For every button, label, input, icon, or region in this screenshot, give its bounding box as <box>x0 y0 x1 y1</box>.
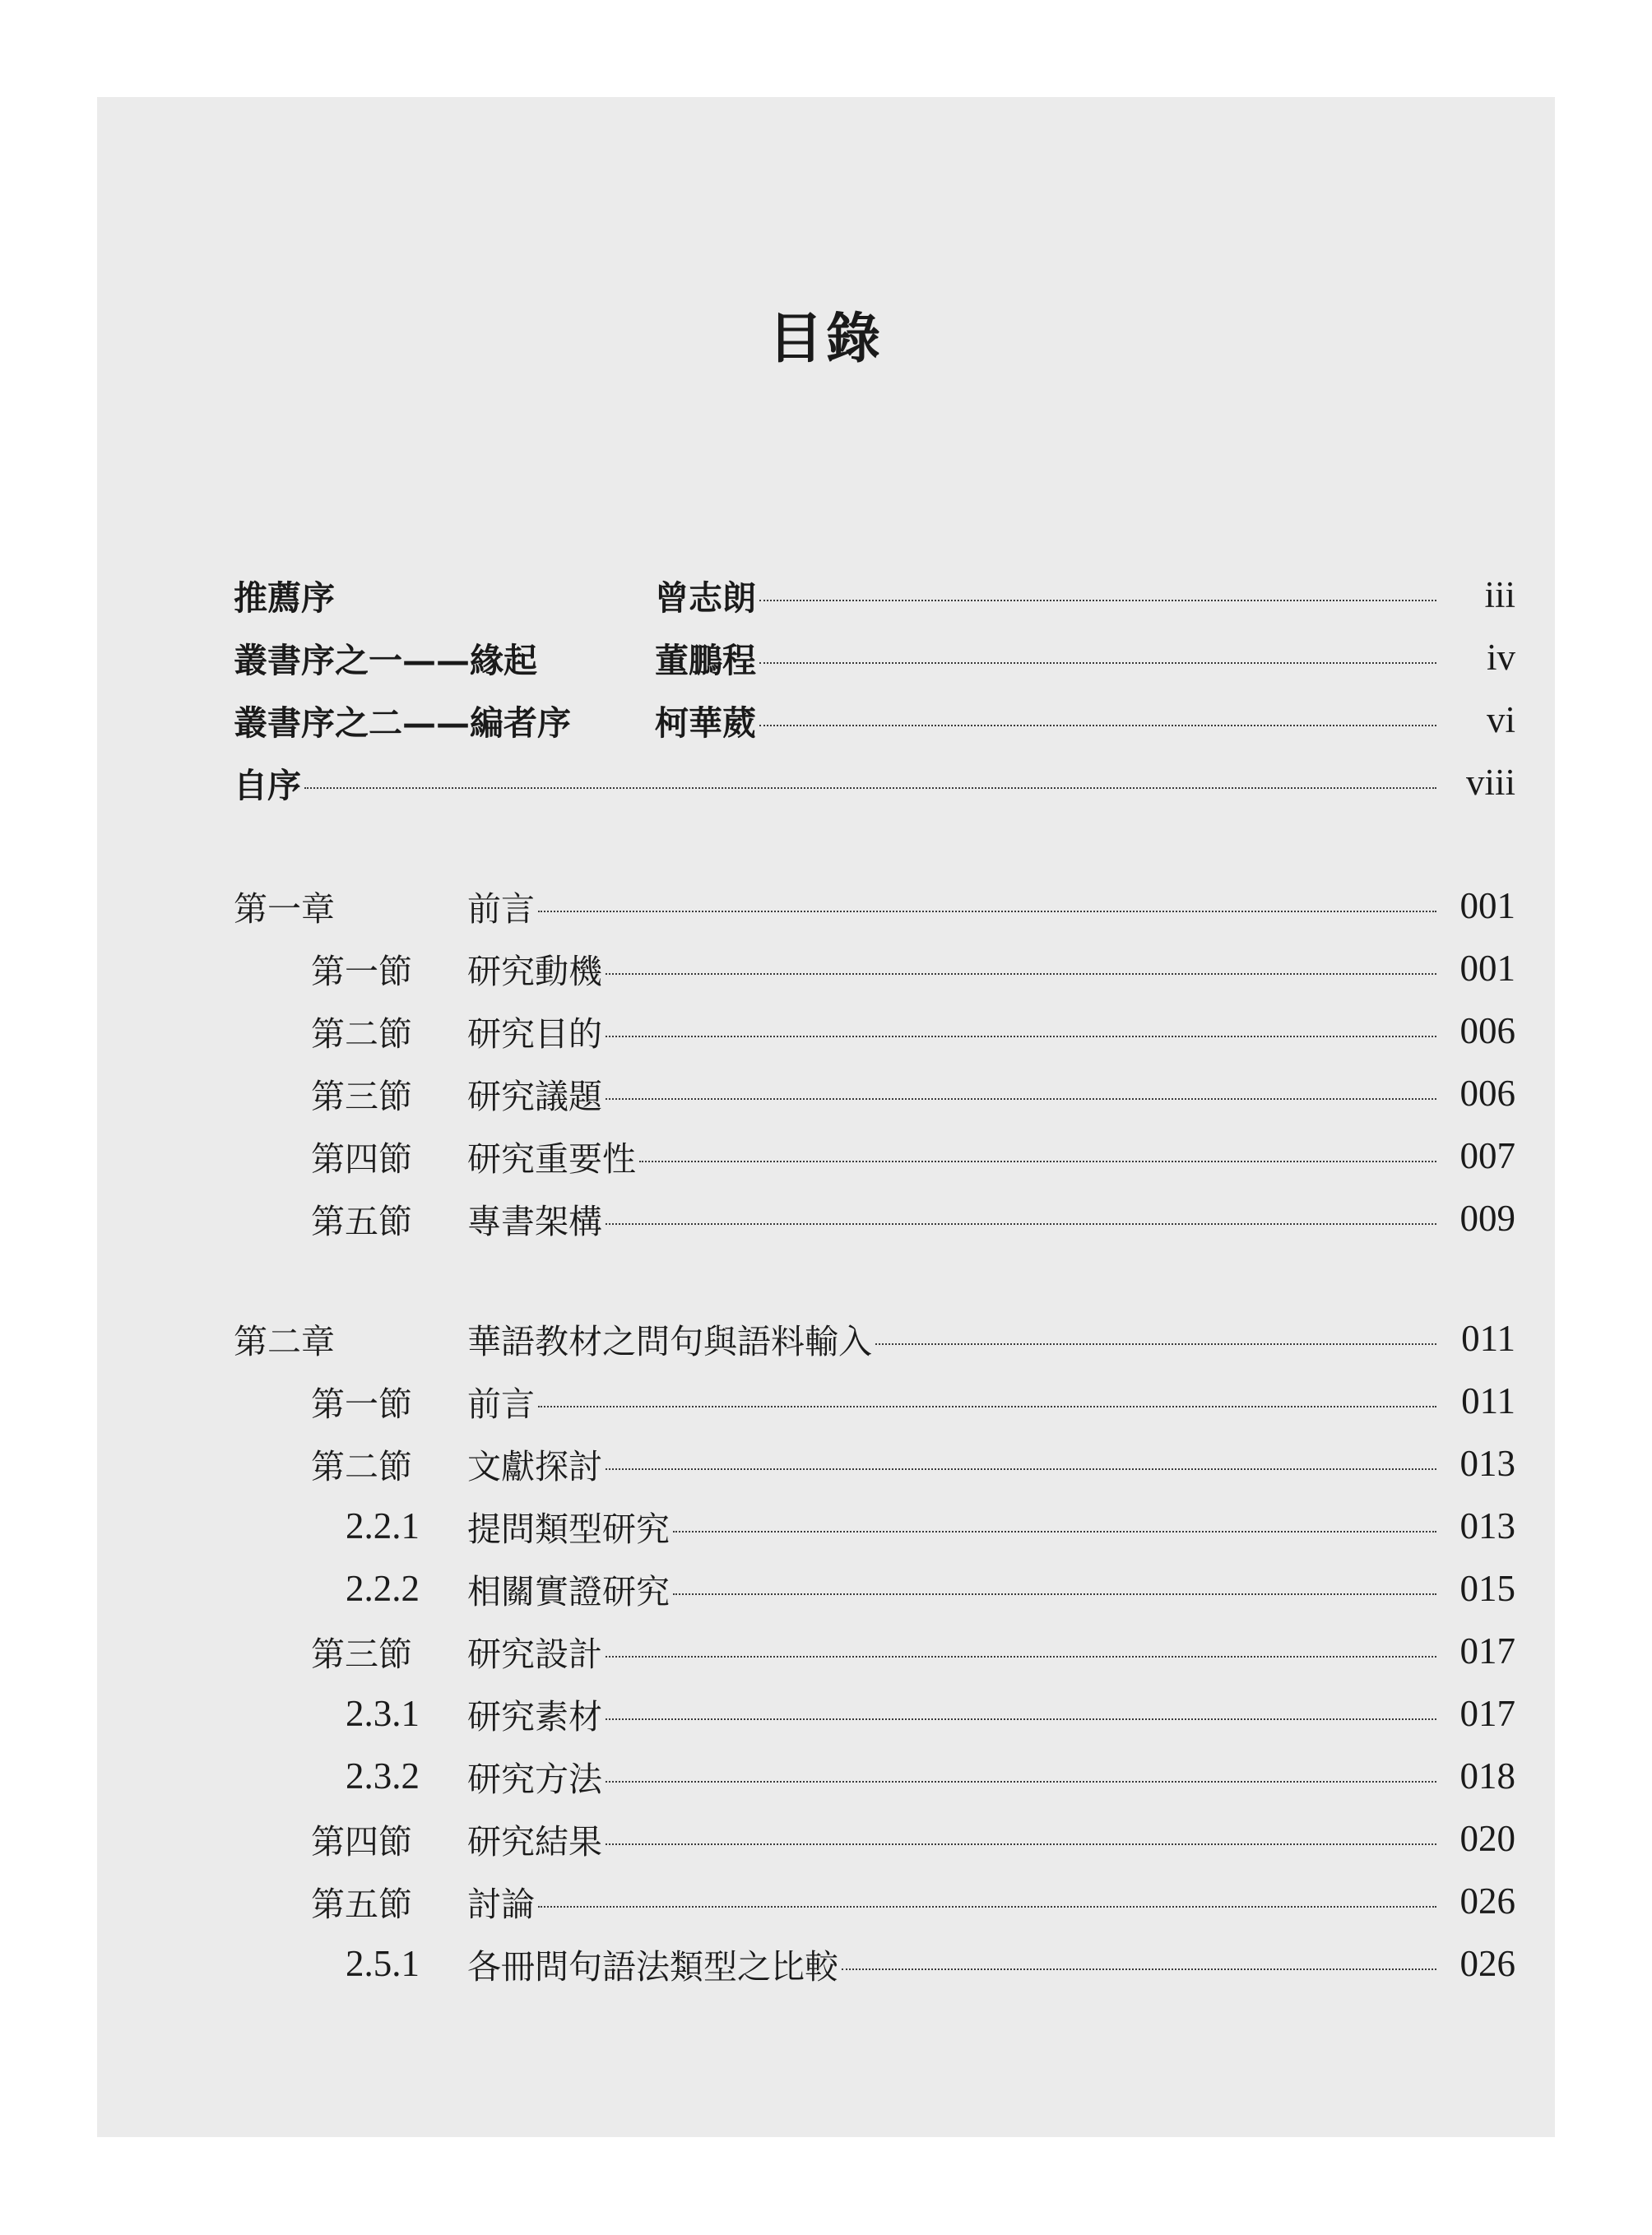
chapter-title: 前言 <box>467 888 535 929</box>
entry-page: 011 <box>1461 1318 1515 1359</box>
toc-subsection[interactable] <box>234 1932 1515 1995</box>
leader-dots <box>538 1406 1436 1407</box>
toc-subsection[interactable] <box>234 1557 1515 1620</box>
section-title: 文獻探討 <box>467 1446 602 1486</box>
chapter-label: 第二章 <box>234 1321 335 1361</box>
leader-dots <box>606 1098 1436 1100</box>
subsection-title: 研究方法 <box>467 1759 602 1799</box>
entry-page: viii <box>1465 762 1515 803</box>
leader-dots <box>606 1843 1436 1845</box>
entry-page: 017 <box>1459 1693 1515 1734</box>
leader-dots <box>606 973 1436 975</box>
section-title: 研究重要性 <box>467 1138 636 1179</box>
leader-dots <box>875 1343 1436 1345</box>
toc-entry-front-1[interactable] <box>234 563 1515 626</box>
subsection-number: 2.2.1 <box>346 1505 420 1546</box>
section-label: 第一節 <box>311 1384 412 1424</box>
section-title: 研究目的 <box>467 1013 602 1054</box>
subsection-number: 2.5.1 <box>346 1943 420 1984</box>
entry-author: 董鵬程 <box>655 640 756 680</box>
entry-author: 柯華葳 <box>655 702 756 743</box>
toc-section[interactable] <box>234 1870 1515 1932</box>
toc-section[interactable] <box>234 1124 1515 1187</box>
entry-page: 026 <box>1459 1880 1515 1922</box>
entry-page: iii <box>1484 574 1515 615</box>
subsection-title: 各冊問句語法類型之比較 <box>467 1946 838 1987</box>
entry-page: vi <box>1486 699 1515 740</box>
entry-page: 011 <box>1461 1380 1515 1421</box>
section-label: 第二節 <box>311 1013 412 1054</box>
leader-dots <box>673 1531 1436 1533</box>
leader-dots <box>606 1656 1436 1658</box>
leader-dots <box>639 1161 1436 1162</box>
entry-page: 007 <box>1459 1135 1515 1176</box>
section-label: 第三節 <box>311 1076 412 1116</box>
entry-label: 自序 <box>234 765 301 805</box>
toc-chapter-2[interactable] <box>234 1307 1515 1370</box>
toc-section[interactable] <box>234 1620 1515 1682</box>
toc-section[interactable] <box>234 1062 1515 1124</box>
entry-page: 026 <box>1459 1943 1515 1984</box>
section-title: 研究結果 <box>467 1821 602 1862</box>
leader-dots <box>673 1593 1436 1595</box>
section-label: 第五節 <box>311 1201 412 1241</box>
chapter-title: 華語教材之問句與語料輸入 <box>467 1321 872 1361</box>
section-title: 研究議題 <box>467 1076 602 1116</box>
toc-section[interactable] <box>234 1432 1515 1495</box>
book-page <box>97 97 1555 2137</box>
section-title: 研究設計 <box>467 1634 602 1674</box>
toc-section[interactable] <box>234 1370 1515 1432</box>
section-label: 第一節 <box>311 951 412 991</box>
entry-page: 006 <box>1459 1010 1515 1051</box>
section-label: 第四節 <box>311 1821 412 1862</box>
entry-label: 叢書序之一——緣起 <box>234 640 537 680</box>
entry-page: 017 <box>1459 1630 1515 1672</box>
entry-page: 015 <box>1459 1568 1515 1609</box>
toc-title: 目錄 <box>768 306 884 370</box>
leader-dots <box>606 1036 1436 1037</box>
subsection-number: 2.3.2 <box>346 1755 420 1797</box>
subsection-number: 2.3.1 <box>346 1693 420 1734</box>
entry-label: 叢書序之二——編者序 <box>234 702 571 743</box>
leader-dots <box>759 600 1436 601</box>
leader-dots <box>538 911 1436 912</box>
entry-page: 009 <box>1459 1198 1515 1239</box>
leader-dots <box>606 1223 1436 1225</box>
toc-section[interactable] <box>234 937 1515 999</box>
leader-dots <box>606 1718 1436 1720</box>
leader-dots <box>606 1468 1436 1470</box>
section-label: 第四節 <box>311 1138 412 1179</box>
leader-dots <box>759 725 1436 726</box>
leader-dots <box>606 1781 1436 1783</box>
section-label: 第二節 <box>311 1446 412 1486</box>
entry-page: 001 <box>1459 885 1515 926</box>
toc-section[interactable] <box>234 1807 1515 1870</box>
section-title: 討論 <box>467 1884 535 1924</box>
leader-dots <box>538 1906 1436 1908</box>
subsection-number: 2.2.2 <box>346 1568 420 1609</box>
chapter-label: 第一章 <box>234 888 335 929</box>
toc-section[interactable] <box>234 1187 1515 1250</box>
leader-dots <box>304 787 1436 789</box>
leader-dots <box>759 662 1436 664</box>
entry-page: 020 <box>1459 1818 1515 1859</box>
section-title: 前言 <box>467 1384 535 1424</box>
entry-label: 推薦序 <box>234 577 335 618</box>
toc-subsection[interactable] <box>234 1745 1515 1807</box>
toc-subsection[interactable] <box>234 1682 1515 1745</box>
entry-page: iv <box>1486 637 1515 678</box>
entry-page: 006 <box>1459 1073 1515 1114</box>
entry-page: 001 <box>1459 948 1515 989</box>
toc-section[interactable] <box>234 999 1515 1062</box>
subsection-title: 提問類型研究 <box>467 1509 670 1549</box>
subsection-title: 相關實證研究 <box>467 1571 670 1611</box>
entry-page: 013 <box>1459 1505 1515 1546</box>
section-label: 第五節 <box>311 1884 412 1924</box>
toc-chapter-1[interactable] <box>234 874 1515 937</box>
toc-subsection[interactable] <box>234 1495 1515 1557</box>
toc-entry-front-2[interactable] <box>234 626 1515 689</box>
section-title: 研究動機 <box>467 951 602 991</box>
entry-page: 018 <box>1459 1755 1515 1797</box>
toc-entry-front-3[interactable] <box>234 689 1515 751</box>
subsection-title: 研究素材 <box>467 1696 602 1737</box>
toc-entry-front-4[interactable] <box>234 751 1515 814</box>
entry-page: 013 <box>1459 1443 1515 1484</box>
entry-author: 曾志朗 <box>655 577 756 618</box>
leader-dots <box>842 1968 1436 1970</box>
section-label: 第三節 <box>311 1634 412 1674</box>
section-title: 專書架構 <box>467 1201 602 1241</box>
